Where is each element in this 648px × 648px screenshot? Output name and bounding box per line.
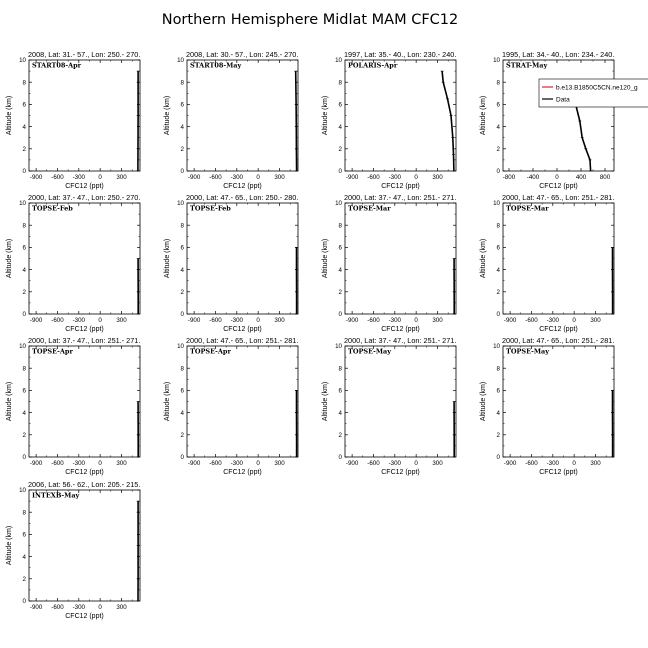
y-tick-label: 10 [493, 343, 500, 351]
x-tick-label: -300 [230, 317, 244, 324]
y-tick-label: 10 [493, 57, 500, 65]
y-tick-label: 10 [493, 200, 500, 208]
x-tick-label: -300 [388, 174, 402, 181]
y-tick-label: 8 [180, 79, 184, 87]
x-axis-label: CFC12 (ppt) [381, 469, 420, 476]
y-tick-label: 8 [496, 365, 500, 373]
panel-9 [6, 336, 140, 476]
x-tick-label: 800 [599, 174, 611, 181]
y-tick-label: 0 [22, 168, 26, 176]
y-tick-label: 6 [22, 244, 26, 252]
y-tick-label: 0 [22, 454, 26, 462]
y-tick-label: 0 [180, 454, 184, 462]
x-tick-label: -900 [503, 317, 517, 324]
y-tick-label: 4 [338, 409, 342, 417]
panel-header: 2000, Lat: 47.- 65., Lon: 250.- 280. [186, 193, 299, 202]
y-tick-label: 0 [338, 311, 342, 319]
x-tick-label: 300 [274, 317, 285, 324]
y-tick-label: 6 [496, 244, 500, 252]
y-tick-label: 2 [22, 432, 26, 439]
y-tick-label: 6 [22, 387, 26, 395]
panel-12 [480, 336, 614, 476]
y-tick-label: 10 [177, 200, 184, 208]
plot-frame [503, 346, 614, 457]
plot-frame [187, 203, 298, 314]
y-tick-label: 8 [496, 222, 500, 230]
x-axis-label: CFC12 (ppt) [65, 613, 104, 620]
y-tick-label: 6 [180, 244, 184, 252]
y-tick-label: 4 [496, 266, 500, 274]
panel-header: 1997, Lat: 35.- 40., Lon: 230.- 240. [344, 50, 457, 59]
x-tick-label: 300 [116, 460, 127, 467]
y-tick-label: 8 [338, 222, 342, 230]
y-axis-label: Altitude (km) [480, 95, 487, 136]
panel-label: START08-May [190, 61, 242, 70]
y-tick-label: 10 [19, 200, 26, 208]
x-tick-label: -600 [367, 460, 380, 467]
x-tick-label: -900 [29, 174, 43, 181]
panel-label: TOPSE-Mar [506, 204, 549, 213]
x-tick-label: 300 [432, 460, 443, 467]
x-tick-label: 300 [590, 317, 601, 324]
panel-header: 2000, Lat: 37.- 47., Lon: 251.- 271. [344, 336, 457, 345]
x-axis-label: CFC12 (ppt) [65, 469, 104, 476]
x-axis-label: CFC12 (ppt) [539, 326, 578, 333]
y-tick-label: 8 [180, 365, 184, 373]
x-tick-label: -600 [51, 174, 64, 181]
y-axis-label: Altitude (km) [164, 238, 171, 279]
panel-5 [6, 193, 140, 333]
y-tick-label: 0 [180, 311, 184, 319]
x-tick-label: -600 [51, 460, 64, 467]
y-tick-label: 4 [496, 409, 500, 417]
y-tick-label: 2 [338, 289, 342, 296]
x-tick-label: -900 [503, 460, 517, 467]
panel-label: STRAT-May [506, 61, 548, 70]
x-tick-label: 400 [575, 174, 587, 181]
y-tick-label: 10 [19, 343, 26, 351]
x-tick-label: 0 [414, 460, 418, 467]
plot-frame [29, 203, 140, 314]
x-tick-label: -900 [187, 460, 201, 467]
x-axis-label: CFC12 (ppt) [223, 469, 262, 476]
x-tick-label: -300 [230, 460, 244, 467]
y-tick-label: 2 [180, 289, 184, 296]
panel-label: TOPSE-May [348, 347, 392, 356]
y-tick-label: 10 [335, 57, 342, 65]
y-tick-label: 0 [338, 454, 342, 462]
x-tick-label: -600 [209, 460, 222, 467]
panel-label: TOPSE-Feb [190, 204, 231, 213]
x-tick-label: -300 [72, 174, 86, 181]
panel-header: 1995, Lat: 34.- 40., Lon: 234.- 240. [502, 50, 615, 59]
y-tick-label: 10 [177, 343, 184, 351]
x-tick-label: 0 [555, 174, 559, 181]
x-tick-label: 0 [98, 174, 102, 181]
y-tick-label: 2 [180, 432, 184, 439]
y-tick-label: 10 [335, 200, 342, 208]
panel-10 [164, 336, 298, 476]
plot-frame [29, 490, 140, 601]
x-tick-label: -600 [209, 317, 222, 324]
x-tick-label: -300 [546, 317, 560, 324]
y-tick-label: 8 [22, 79, 26, 87]
y-tick-label: 8 [22, 509, 26, 517]
y-tick-label: 6 [180, 387, 184, 395]
x-axis-label: CFC12 (ppt) [539, 183, 578, 190]
x-tick-label: 0 [256, 174, 260, 181]
plot-frame [187, 60, 298, 171]
y-tick-label: 6 [338, 244, 342, 252]
x-tick-label: -300 [72, 460, 86, 467]
x-tick-label: -900 [345, 317, 359, 324]
x-tick-label: -900 [29, 317, 43, 324]
panel-header: 2000, Lat: 47.- 65., Lon: 251.- 281. [502, 193, 615, 202]
data-line [296, 71, 297, 171]
y-tick-label: 8 [496, 79, 500, 87]
y-axis-label: Altitude (km) [480, 381, 487, 422]
data-line [442, 71, 454, 171]
panel-header: 2006, Lat: 56.- 62., Lon: 205.- 215. [28, 480, 141, 489]
y-axis-label: Altitude (km) [6, 381, 13, 422]
y-tick-label: 0 [496, 311, 500, 319]
x-tick-label: -900 [345, 460, 359, 467]
y-axis-label: Altitude (km) [480, 238, 487, 279]
y-tick-label: 6 [338, 101, 342, 109]
y-tick-label: 2 [180, 146, 184, 153]
plot-frame [345, 60, 456, 171]
x-tick-label: 300 [432, 174, 443, 181]
plot-frame [29, 60, 140, 171]
panel-header: 2000, Lat: 37.- 47., Lon: 251.- 271. [344, 193, 457, 202]
y-tick-label: 0 [180, 168, 184, 176]
y-tick-label: 6 [180, 101, 184, 109]
y-axis-label: Altitude (km) [6, 525, 13, 566]
panel-label: START08-Apr [32, 61, 82, 70]
panel-2 [164, 50, 298, 190]
x-tick-label: 0 [98, 460, 102, 467]
y-tick-label: 4 [22, 409, 26, 417]
x-axis-label: CFC12 (ppt) [381, 326, 420, 333]
x-tick-label: 300 [116, 604, 127, 611]
x-tick-label: -400 [526, 174, 540, 181]
y-tick-label: 2 [496, 146, 500, 153]
x-tick-label: -600 [51, 604, 64, 611]
y-tick-label: 8 [22, 365, 26, 373]
y-tick-label: 6 [22, 531, 26, 539]
x-axis-label: CFC12 (ppt) [381, 183, 420, 190]
y-tick-label: 8 [22, 222, 26, 230]
legend-label-model: b.e13.B1850C5CN.ne120_g [556, 84, 638, 92]
y-tick-label: 8 [180, 222, 184, 230]
y-axis-label: Altitude (km) [6, 95, 13, 136]
y-tick-label: 4 [22, 123, 26, 131]
plot-frame [345, 203, 456, 314]
y-tick-label: 0 [22, 598, 26, 606]
y-tick-label: 4 [496, 123, 500, 131]
x-tick-label: -600 [525, 317, 538, 324]
figure-title: Northern Hemisphere Midlat MAM CFC12 [161, 12, 459, 28]
panel-4 [480, 50, 648, 190]
x-axis-label: CFC12 (ppt) [539, 469, 578, 476]
panel-1 [6, 50, 140, 190]
panel-label: INTEXB-May [32, 491, 80, 500]
x-tick-label: -900 [345, 174, 359, 181]
y-tick-label: 8 [338, 365, 342, 373]
panel-label: TOPSE-Apr [190, 347, 231, 356]
x-tick-label: 0 [98, 604, 102, 611]
plot-frame [29, 346, 140, 457]
panel-header: 2008, Lat: 30.- 57., Lon: 245.- 270. [186, 50, 299, 59]
x-tick-label: 0 [414, 317, 418, 324]
y-axis-label: Altitude (km) [6, 238, 13, 279]
x-tick-label: 300 [590, 460, 601, 467]
x-tick-label: -600 [51, 317, 64, 324]
y-tick-label: 2 [496, 432, 500, 439]
y-axis-label: Altitude (km) [322, 381, 329, 422]
x-axis-label: CFC12 (ppt) [65, 326, 104, 333]
x-tick-label: -300 [72, 317, 86, 324]
x-tick-label: -300 [388, 317, 402, 324]
y-tick-label: 4 [338, 123, 342, 131]
panel-label: TOPSE-Feb [32, 204, 73, 213]
x-axis-label: CFC12 (ppt) [223, 326, 262, 333]
y-tick-label: 6 [22, 101, 26, 109]
panel-3 [322, 50, 456, 190]
y-tick-label: 0 [496, 454, 500, 462]
x-axis-label: CFC12 (ppt) [223, 183, 262, 190]
legend-label-data: Data [556, 96, 570, 104]
x-tick-label: -900 [187, 317, 201, 324]
y-tick-label: 0 [22, 311, 26, 319]
y-axis-label: Altitude (km) [164, 95, 171, 136]
x-tick-label: -600 [525, 460, 538, 467]
plot-frame [345, 346, 456, 457]
x-tick-label: 0 [256, 317, 260, 324]
x-tick-label: 0 [414, 174, 418, 181]
y-tick-label: 4 [180, 409, 184, 417]
x-tick-label: 0 [572, 317, 576, 324]
y-tick-label: 10 [19, 487, 26, 495]
x-tick-label: -300 [546, 460, 560, 467]
x-tick-label: 300 [432, 317, 443, 324]
x-tick-label: -600 [367, 174, 380, 181]
y-tick-label: 8 [338, 79, 342, 87]
y-tick-label: 6 [496, 101, 500, 109]
panel-label: TOPSE-Apr [32, 347, 73, 356]
panel-header: 2000, Lat: 47.- 65., Lon: 251.- 281. [502, 336, 615, 345]
y-tick-label: 2 [338, 432, 342, 439]
y-tick-label: 10 [335, 343, 342, 351]
x-tick-label: -600 [209, 174, 222, 181]
y-axis-label: Altitude (km) [164, 381, 171, 422]
panel-6 [164, 193, 298, 333]
y-tick-label: 4 [22, 266, 26, 274]
x-tick-label: 300 [116, 317, 127, 324]
y-tick-label: 6 [338, 387, 342, 395]
y-tick-label: 2 [496, 289, 500, 296]
x-tick-label: 0 [572, 460, 576, 467]
panel-header: 2000, Lat: 37.- 47., Lon: 250.- 270. [28, 193, 141, 202]
panel-13 [6, 480, 140, 620]
y-tick-label: 4 [180, 266, 184, 274]
plot-frame [503, 60, 614, 171]
y-tick-label: 6 [496, 387, 500, 395]
panel-7 [322, 193, 456, 333]
x-tick-label: 0 [98, 317, 102, 324]
y-tick-label: 4 [180, 123, 184, 131]
y-tick-label: 2 [22, 289, 26, 296]
x-tick-label: -900 [187, 174, 201, 181]
panel-label: POLARIS-Apr [348, 61, 398, 70]
panel-header: 2008, Lat: 31.- 57., Lon: 250.- 270. [28, 50, 141, 59]
x-tick-label: -600 [367, 317, 380, 324]
x-tick-label: -300 [388, 460, 402, 467]
x-tick-label: -300 [230, 174, 244, 181]
x-tick-label: -300 [72, 604, 86, 611]
y-tick-label: 4 [22, 553, 26, 561]
y-tick-label: 10 [177, 57, 184, 65]
x-tick-label: -900 [29, 604, 43, 611]
y-tick-label: 4 [338, 266, 342, 274]
x-tick-label: -900 [29, 460, 43, 467]
x-tick-label: -800 [502, 174, 516, 181]
x-tick-label: 0 [256, 460, 260, 467]
y-tick-label: 2 [22, 146, 26, 153]
panel-8 [480, 193, 614, 333]
panel-header: 2000, Lat: 47.- 65., Lon: 251.- 281. [186, 336, 299, 345]
plot-frame [187, 346, 298, 457]
panel-label: TOPSE-Mar [348, 204, 391, 213]
y-axis-label: Altitude (km) [322, 95, 329, 136]
x-tick-label: 300 [274, 174, 285, 181]
x-tick-label: 300 [116, 174, 127, 181]
y-tick-label: 0 [338, 168, 342, 176]
panels-container [6, 50, 648, 620]
plot-frame [503, 203, 614, 314]
panel-11 [322, 336, 456, 476]
x-tick-label: 300 [274, 460, 285, 467]
y-tick-label: 10 [19, 57, 26, 65]
panel-header: 2000, Lat: 37.- 47., Lon: 251.- 271. [28, 336, 141, 345]
y-tick-label: 2 [22, 576, 26, 583]
panel-label: TOPSE-May [506, 347, 550, 356]
y-axis-label: Altitude (km) [322, 238, 329, 279]
y-tick-label: 2 [338, 146, 342, 153]
y-tick-label: 0 [496, 168, 500, 176]
x-axis-label: CFC12 (ppt) [65, 183, 104, 190]
